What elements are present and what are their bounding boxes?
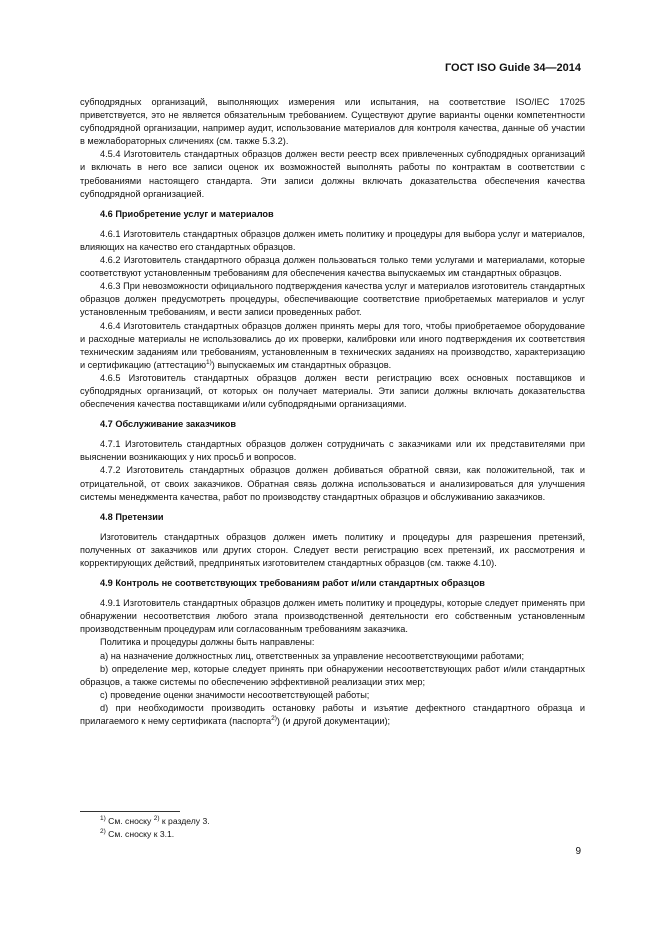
- paragraph-4-7-2: 4.7.2 Изготовитель стандартных образцов должен добиваться обратной связи, как положительной, так и отрицательной, от своих заказчиков. Обратная связь должна использоваться и анализироваться для улучшения системы менеджмента качества, работ по производству стандартных образцов и обслуживанию заказчиков.: [80, 465, 585, 502]
- paragraph-4-9-intro: Политика и процедуры должны быть направлены:: [100, 637, 315, 648]
- paragraph-4-6-2: 4.6.2 Изготовитель стандартного образца должен пользоваться только теми услугами и материалами, которые соответствуют установленным требованиям для обеспечения качества выпускаемых им стандартных образцов.: [80, 255, 585, 279]
- section-heading-4-7: 4.7 Обслуживание заказчиков: [100, 419, 237, 430]
- document-body: [80, 96, 585, 728]
- paragraph-4-6-3: 4.6.3 При невозможности официального подтверждения качества услуг и материалов изготовитель стандартных образцов должен предусмотреть процедуры, обеспечивающие соответствие приобретаемых материалов и услуг установленным требованиям, и вести записи проведенных работ.: [80, 281, 585, 318]
- footnote-text: См. сноску к 3.1.: [105, 829, 175, 839]
- list-item-c: c) проведение оценки значимости несоответствующей работы;: [100, 689, 370, 700]
- section-heading-4-6: 4.6 Приобретение услуг и материалов: [100, 208, 274, 219]
- page-number: 9: [575, 846, 581, 857]
- section-heading-4-8: 4.8 Претензии: [100, 511, 164, 522]
- list-item-b: b) определение мер, которые следует принять при обнаружении несоответствующих работ и/или стандартных образцов, а также системы по обеспечению эффективной реализации этих мер;: [80, 663, 585, 687]
- footnote-ref: 2): [271, 715, 277, 723]
- paragraph-4-6-5: 4.6.5 Изготовитель стандартных образцов должен вести регистрацию всех основных поставщиков и субподрядных организаций, от которых он получает материалы. Эти записи должны включать доказательства обеспечения качества поставщиками и/или субподрядными организациями.: [80, 372, 585, 410]
- footnote-mark: 2): [100, 828, 106, 835]
- paragraph-text: ) выпускаемых им стандартных образцов.: [211, 359, 392, 370]
- document-header: ГОСТ ISO Guide 34—2014: [444, 62, 581, 74]
- footnote-mark: 1): [100, 815, 106, 822]
- list-item-text: d) при необходимости производить остановку работы и изъятие дефектного стандартного образца и прилагаемого к нему сертификата (паспорта: [80, 702, 585, 727]
- footnote-divider: [80, 811, 180, 812]
- paragraph-4-8: Изготовитель стандартных образцов должен иметь политику и процедуры для разрешения претензий, полученных от заказчиков или других сторон. Следует вести регистрацию всех претензий, их рассмотрения и корректирующих действий, предпринятых изготовителем стандартных образцов (см. также 4.10).: [80, 531, 585, 568]
- footnote-2: [100, 828, 210, 841]
- footnote-1: [100, 815, 210, 828]
- footnote-text: к разделу 3.: [159, 816, 210, 826]
- footnote-text: См. сноску: [105, 816, 154, 826]
- list-item-d: [80, 702, 585, 728]
- paragraph-4-5-4: 4.5.4 Изготовитель стандартных образцов должен вести реестр всех привлеченных субподрядных организаций и включать в него все записи оценок их возможностей выполнять работы по контрактам в соответствии с требованиями настоящего стандарта. Эти записи должны включать доказательства обеспечения качества субподрядной организацией.: [80, 149, 585, 199]
- list-item-text: ) (и другой документации);: [276, 716, 391, 727]
- paragraph-4-7-1: 4.7.1 Изготовитель стандартных образцов должен сотрудничать с заказчиками или их представителями при выяснении возникающих у них просьб и вопросов.: [80, 439, 585, 463]
- footnote-ref: 2): [153, 815, 160, 822]
- paragraph-text: 4.6.4 Изготовитель стандартных образцов должен принять меры для того, чтобы приобретаемое оборудование и расходные материалы не использовались до их проверки, калибровки или иного подтверждения их соответствия техническим заданиям или требованиям, установленным в технических заданиях на производство, характеризацию и сертификацию (аттестацию: [80, 320, 585, 370]
- list-item-a: a) на назначение должностных лиц, ответственных за управление несоответствующими работами;: [100, 650, 525, 661]
- paragraph-4-6-4: [80, 320, 585, 372]
- paragraph: субподрядных организаций, выполняющих измерения или испытания, на соответствие ISO/IEC 17025 приветствуется, это не является обязательным требованием. Существуют другие варианты оценки компетентности субподрядной организации, например аудит, использование материалов для контроля качества, данные об участии в межлабораторных сличениях (см. также 5.3.2).: [80, 97, 585, 147]
- footnotes: [100, 815, 210, 841]
- footnote-ref: 1): [205, 358, 212, 366]
- paragraph-4-9-1: 4.9.1 Изготовитель стандартных образцов должен иметь политику и процедуры, которые следует применять при обнаружении несоответствия любого этапа производственной деятельности его собственным установленным производственным процедурам или согласованным требованиям заказчика.: [80, 598, 585, 635]
- section-heading-4-9: 4.9 Контроль не соответствующих требованиям работ и/или стандартных образцов: [100, 578, 485, 589]
- paragraph-4-6-1: 4.6.1 Изготовитель стандартных образцов должен иметь политику и процедуры для выбора услуг и материалов, влияющих на качество его стандартных образцов.: [80, 228, 585, 252]
